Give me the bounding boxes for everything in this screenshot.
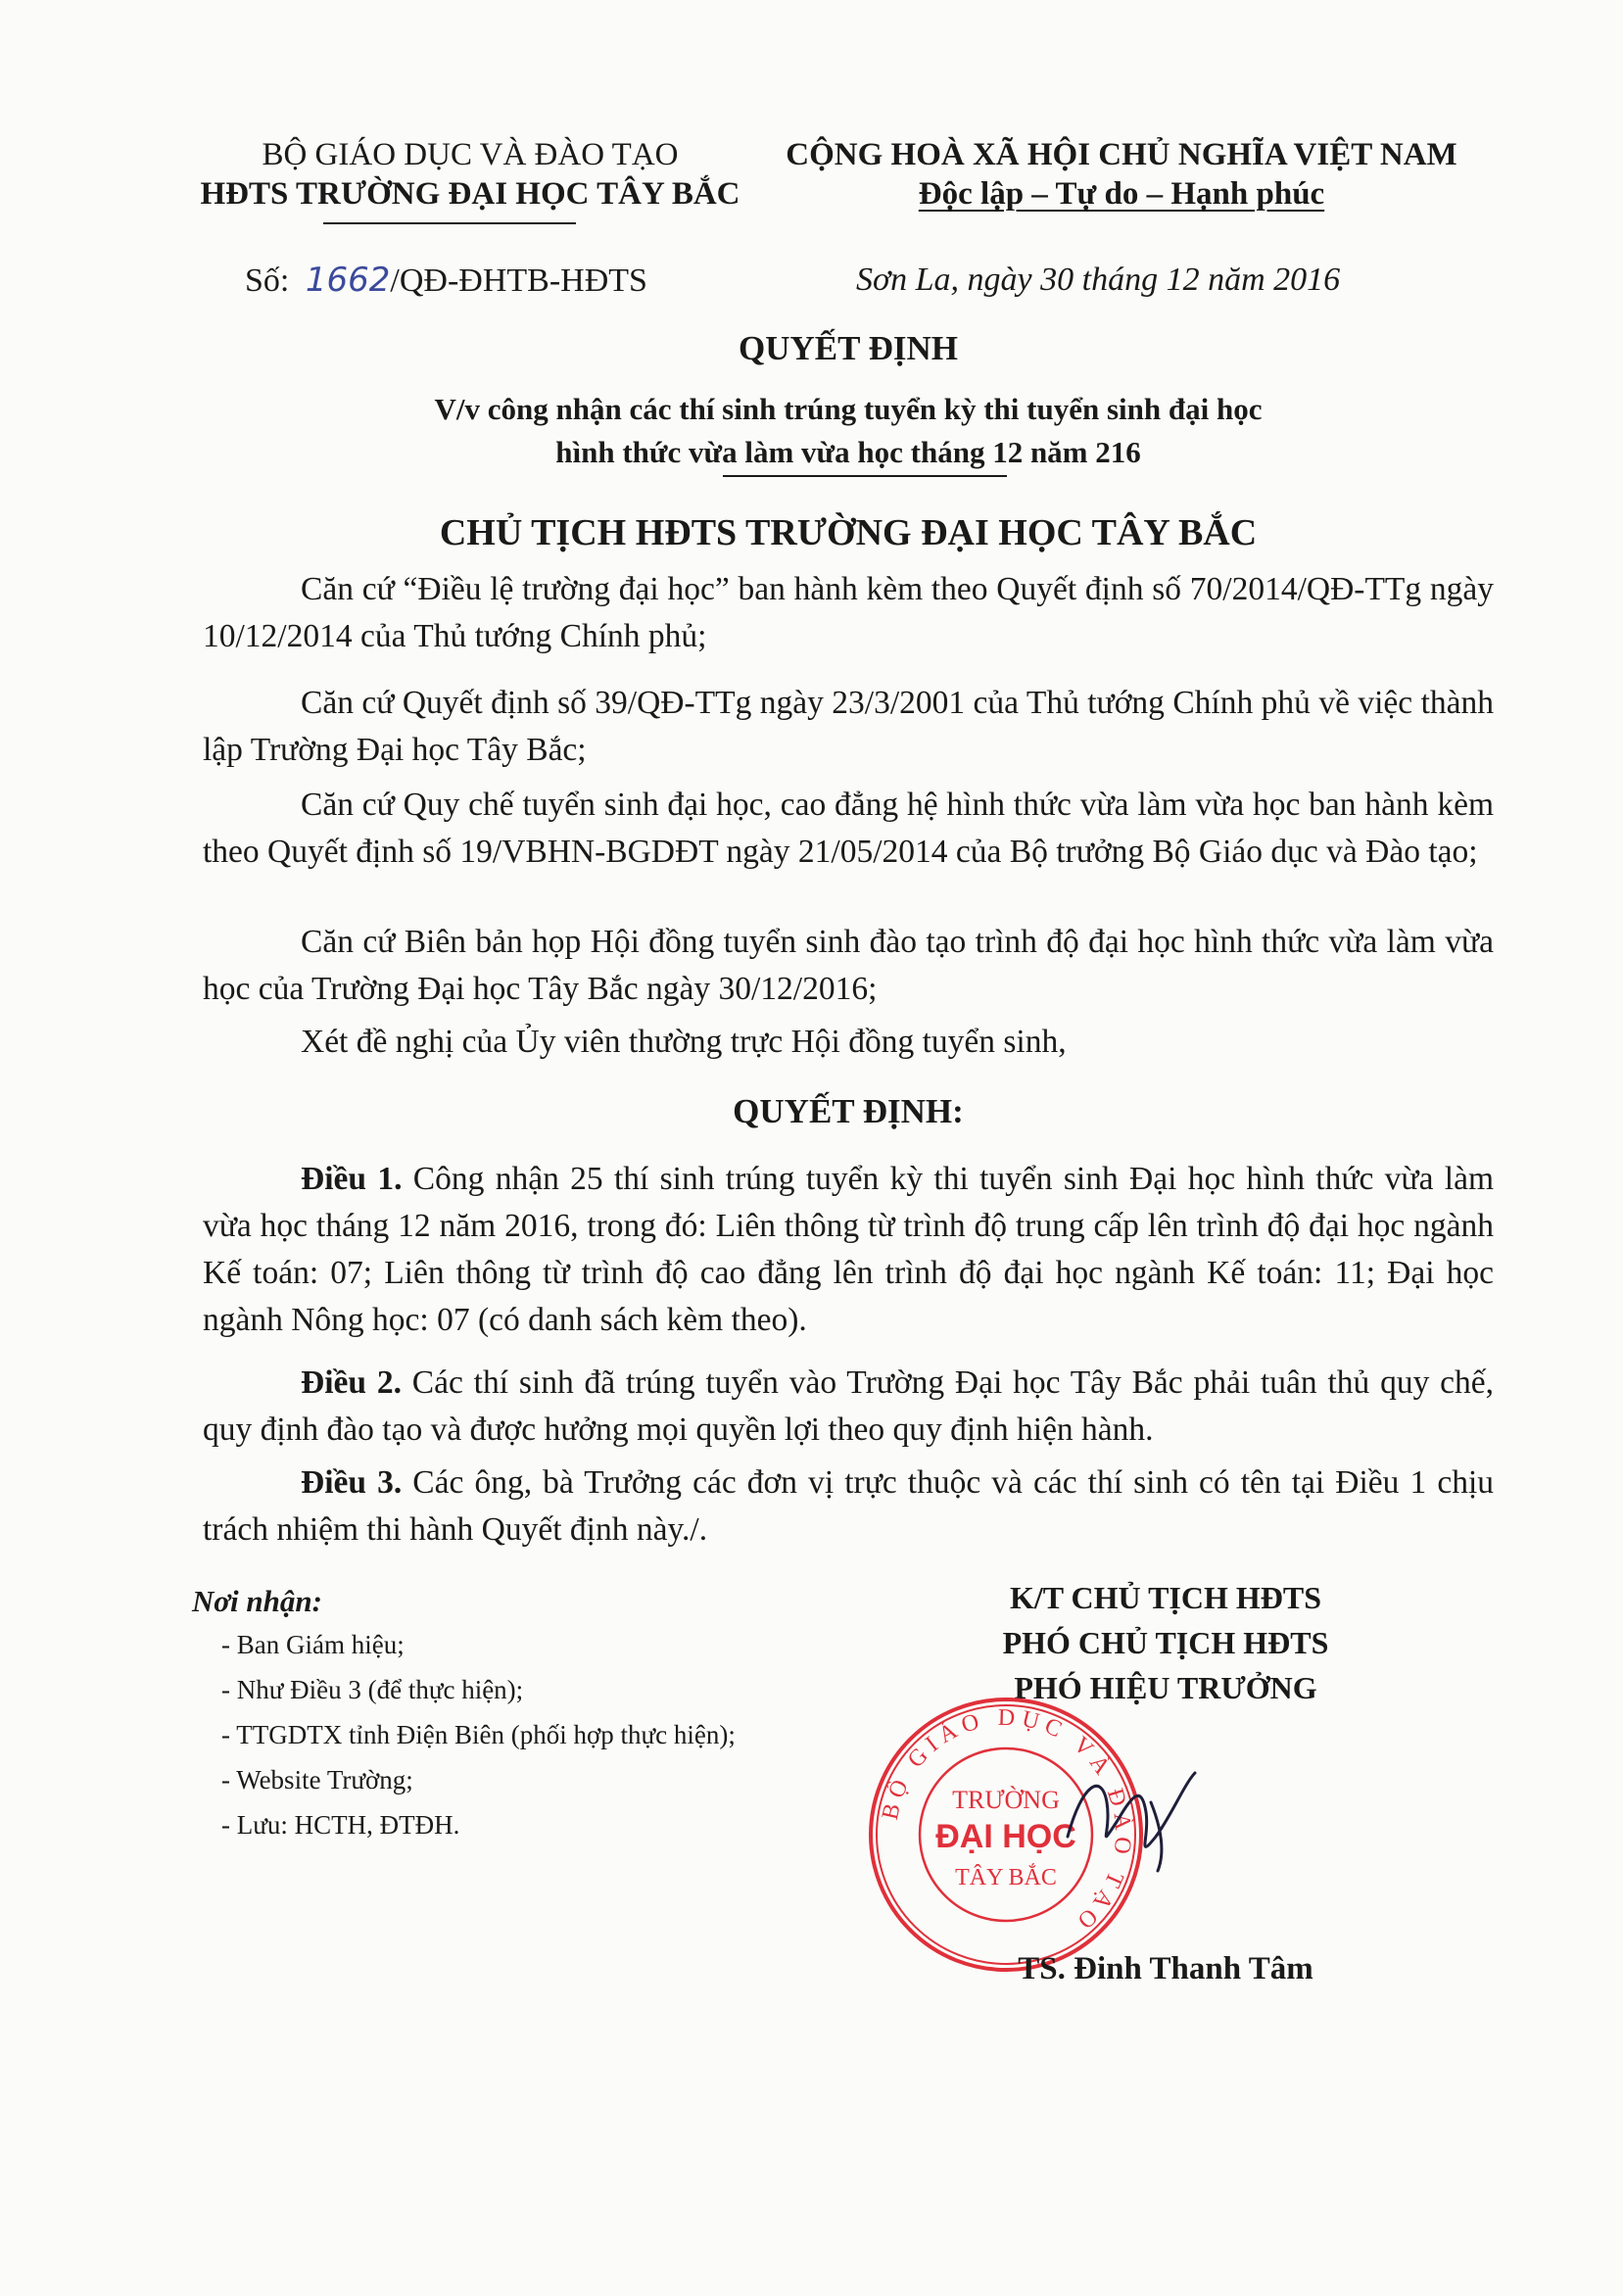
signer-name: TS. Đinh Thanh Tâm	[1018, 1951, 1313, 1986]
doc-number-handwritten: 1662	[305, 261, 391, 300]
recipients-list	[221, 1622, 736, 1847]
basis-4: Căn cứ Biên bản họp Hội đồng tuyển sinh đào tạo trình độ đại học hình thức vừa làm vừa học của Trường Đại học Tây Bắc ngày 30/12/2016;	[203, 924, 1494, 1007]
article-1-label: Điều 1.	[301, 1161, 403, 1197]
article-2	[203, 1360, 1494, 1454]
handwritten-signature	[1048, 1744, 1224, 1881]
recipient-item: - Ban Giám hiệu;	[221, 1630, 405, 1659]
article-3	[203, 1459, 1494, 1554]
signature-title-3: PHÓ HIỆU TRƯỞNG	[1014, 1670, 1317, 1705]
subject-line-2: hình thức vừa làm vừa học tháng 12 năm 216	[555, 435, 1141, 469]
authority-title: CHỦ TỊCH HĐTS TRƯỜNG ĐẠI HỌC TÂY BẮC	[439, 512, 1258, 553]
issuer-council: HĐTS TRƯỜNG ĐẠI HỌC TÂY BẮC	[200, 176, 740, 212]
article-3-text: Các ông, bà Trưởng các đơn vị trực thuộc và các thí sinh có tên tại Điều 1 chịu trách nhiệm thi hành Quyết định này./.	[203, 1464, 1494, 1548]
recipient-item: - Như Điều 3 (để thực hiện);	[221, 1675, 524, 1704]
issuer-underline	[323, 222, 576, 224]
basis-2: Căn cứ Quyết định số 39/QĐ-TTg ngày 23/3/2001 của Thủ tướng Chính phủ về việc thành lập Trường Đại học Tây Bắc;	[203, 685, 1494, 768]
article-2-label: Điều 2.	[301, 1364, 402, 1401]
doc-number-prefix: Số:	[245, 263, 290, 299]
basis-3: Căn cứ Quy chế tuyển sinh đại học, cao đẳng hệ hình thức vừa làm vừa học ban hành kèm theo Quyết định số 19/VBHN-BGDĐT ngày 21/05/2014 của Bộ trưởng Bộ Giáo dục và Đào tạo;	[203, 787, 1494, 870]
decision-heading: QUYẾT ĐỊNH:	[733, 1092, 964, 1130]
stamp-line-2: ĐẠI HỌC	[935, 1818, 1076, 1855]
stamp-line-1: TRƯỜNG	[952, 1786, 1060, 1814]
national-title: CỘNG HOÀ XÃ HỘI CHỦ NGHĨA VIỆT NAM	[786, 137, 1457, 172]
article-1	[203, 1156, 1494, 1344]
basis-5: Xét đề nghị của Ủy viên thường trực Hội đồng tuyển sinh,	[301, 1024, 1067, 1060]
signature-stroke	[1068, 1773, 1195, 1871]
subject-underline	[723, 475, 1007, 477]
place-date: Sơn La, ngày 30 tháng 12 năm 2016	[856, 262, 1341, 298]
doc-title: QUYẾT ĐỊNH	[739, 329, 958, 367]
doc-number	[245, 257, 647, 305]
recipient-item: - Website Trường;	[221, 1765, 413, 1794]
basis-1: Căn cứ “Điều lệ trường đại học” ban hành kèm theo Quyết định số 70/2014/QĐ-TTg ngày 10/12/2014 của Thủ tướng Chính phủ;	[203, 571, 1494, 654]
subject-line-1: V/v công nhận các thí sinh trúng tuyển kỳ thi tuyển sinh đại học	[434, 392, 1263, 426]
article-2-text: Các thí sinh đã trúng tuyển vào Trường Đại học Tây Bắc phải tuân thủ quy chế, quy định đào tạo và được hưởng mọi quyền lợi theo quy định hiện hành.	[203, 1364, 1495, 1448]
national-motto: Độc lập – Tự do – Hạnh phúc	[918, 176, 1325, 212]
article-3-label: Điều 3.	[301, 1464, 403, 1501]
article-1-text: Công nhận 25 thí sinh trúng tuyển kỳ thi tuyển sinh Đại học hình thức vừa làm vừa học tháng 12 năm 2016, trong đó: Liên thông từ trình độ trung cấp lên trình độ đại học ngành Kế toán: 07; Liên thông từ trình độ cao đẳng lên trình độ đại học ngành Kế toán: 11; Đại học ngành Nông học: 07 (có danh sách kèm theo).	[203, 1161, 1495, 1338]
signature-title-2: PHÓ CHỦ TỊCH HĐTS	[1002, 1625, 1329, 1660]
recipients-heading: Nơi nhận:	[192, 1584, 322, 1618]
signature-title-1: K/T CHỦ TỊCH HĐTS	[1009, 1580, 1321, 1615]
recipient-item: - Lưu: HCTH, ĐTĐH.	[221, 1810, 460, 1840]
doc-number-suffix: /QĐ-ĐHTB-HĐTS	[390, 263, 647, 299]
recipient-item: - TTGDTX tỉnh Điện Biên (phối hợp thực hiện);	[221, 1720, 736, 1749]
stamp-ring-text: BỘ GIÁO DỤC VÀ ĐÀO TẠO	[877, 1704, 1136, 1937]
issuer-ministry: BỘ GIÁO DỤC VÀ ĐÀO TẠO	[262, 137, 679, 172]
stamp-line-3: TÂY BẮC	[955, 1865, 1057, 1890]
